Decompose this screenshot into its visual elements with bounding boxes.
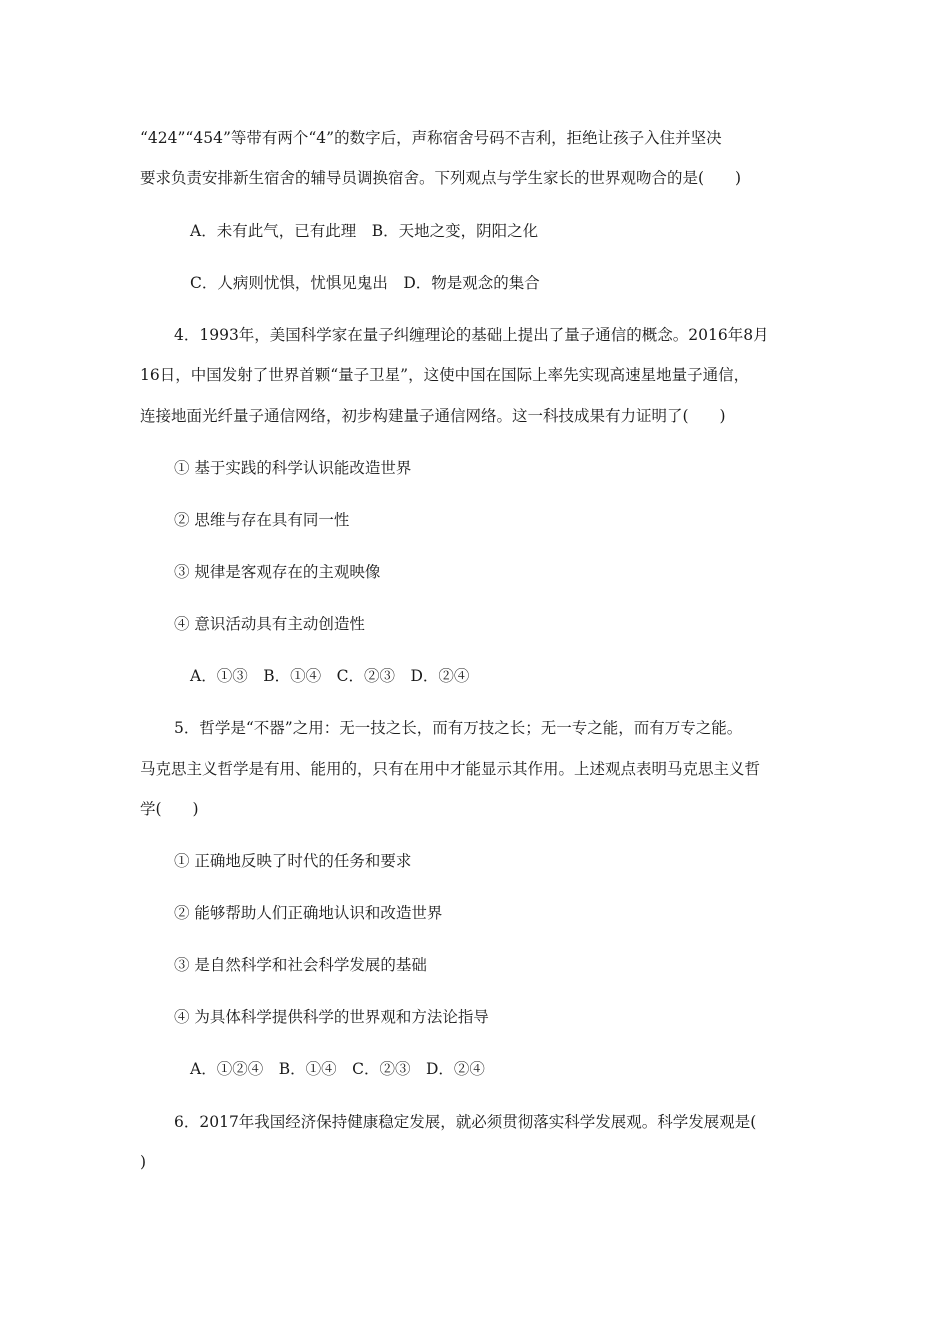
q4-statement-2: ② 思维与存在具有同一性: [174, 511, 350, 529]
q6-stem-line-1: 6．2017年我国经济保持健康稳定发展，就必须贯彻落实科学发展观。科学发展观是(: [174, 1113, 757, 1131]
q4-stem-line-1: 4．1993年，美国科学家在量子纠缠理论的基础上提出了量子通信的概念。2016年8月: [174, 326, 769, 344]
q5-stem-line-1: 5．哲学是“不器”之用：无一技之长，而有万技之长；无一专之能，而有万专之能。: [174, 719, 743, 737]
q5-statement-2: ② 能够帮助人们正确地认识和改造世界: [174, 904, 443, 922]
q4-stem-line-2: 16日，中国发射了世界首颗“量子卫星”，这使中国在国际上率先实现高速星地量子通信，: [140, 366, 750, 384]
q4-statement-4: ④ 意识活动具有主动创造性: [174, 615, 365, 633]
q4-statement-1: ① 基于实践的科学认识能改造世界: [174, 459, 412, 477]
q5-statement-3: ③ 是自然科学和社会科学发展的基础: [174, 956, 427, 974]
q5-stem-line-3: 学( ): [140, 800, 199, 818]
q4-stem-line-3: 连接地面光纤量子通信网络，初步构建量子通信网络。这一科技成果有力证明了( ): [140, 407, 726, 425]
q5-options: A．①②④ B．①④ C．②③ D．②④: [190, 1060, 485, 1078]
q4-options: A．①③ B．①④ C．②③ D．②④: [190, 667, 470, 685]
q3-stem-line-1: “424”“454”等带有两个“4”的数字后，声称宿舍号码不吉利，拒绝让孩子入住并坚决: [140, 129, 722, 147]
q5-statement-4: ④ 为具体科学提供科学的世界观和方法论指导: [174, 1008, 489, 1026]
q3-options-cd: C．人病则忧惧，忧惧见鬼出 D．物是观念的集合: [190, 274, 540, 292]
q4-statement-3: ③ 规律是客观存在的主观映像: [174, 563, 381, 581]
q5-statement-1: ① 正确地反映了时代的任务和要求: [174, 852, 412, 870]
q6-stem-line-2: ): [140, 1153, 147, 1171]
q5-stem-line-2: 马克思主义哲学是有用、能用的，只有在用中才能显示其作用。上述观点表明马克思主义哲: [140, 760, 761, 778]
q3-options-ab: A．未有此气，已有此理 B．天地之变，阴阳之化: [190, 222, 539, 240]
q3-stem-line-2: 要求负责安排新生宿舍的辅导员调换宿舍。下列观点与学生家长的世界观吻合的是( ): [140, 169, 742, 187]
